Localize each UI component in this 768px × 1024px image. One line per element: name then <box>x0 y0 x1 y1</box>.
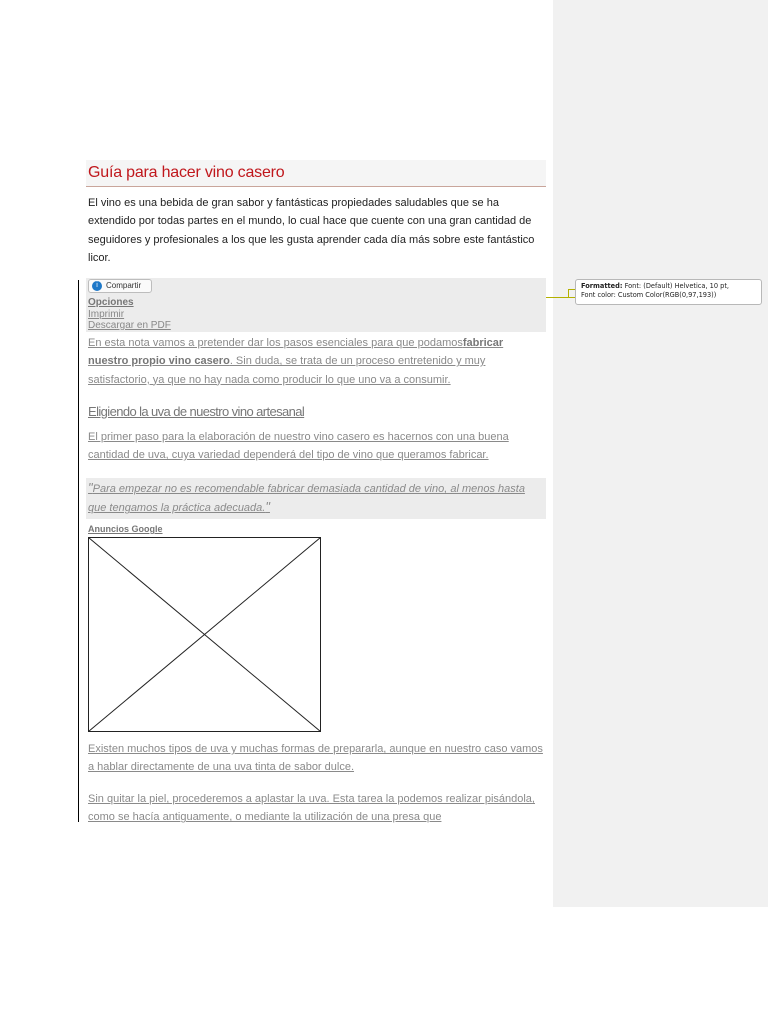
paragraph-1-bold: fabricar nuestro propio vino casero <box>88 337 504 368</box>
pull-quote-text: Para empezar no es recomendable fabricar demasiada cantidad de vino, al menos hasta que tengamos la práctica adecuada. <box>88 483 525 515</box>
options-title: Opciones <box>88 297 134 308</box>
print-link[interactable]: Imprimir <box>88 309 125 320</box>
comment-balloon[interactable] <box>575 279 762 305</box>
paragraph-2: El primer paso para la elaboración de nuestro vino casero es hacernos con una buena cantidad de uva, cuya variedad dependerá del tipo de vino que queramos fabricar. <box>88 431 509 462</box>
comment-connector-line-vertical <box>568 289 569 298</box>
paragraph-4: Sin quitar la piel, procederemos a aplastar la uva. Esta tarea la podemos realizar pisándola, como se hacía antiguamente, o mediante la utilización de una presa que <box>88 793 535 824</box>
share-label: Compartir <box>106 281 142 290</box>
pull-quote: "Para empezar no es recomendable fabricar demasiada cantidad de vino, al menos hasta que tengamos la práctica adecuada." <box>88 480 525 515</box>
subheading: Eligiendo la uva de nuestro vino artesanal <box>88 404 305 419</box>
ads-label: Anuncios Google <box>88 524 163 534</box>
download-pdf-link[interactable]: Descargar en PDF <box>88 320 171 331</box>
paragraph-1-end: . Sin duda, se trata de un proceso entretenido y muy satisfactorio, ya que no hay nada como producir lo que uno va a consumir. <box>88 355 486 386</box>
paragraph-1-start: En esta nota vamos a pretender dar los pasos esenciales para que podamos <box>88 337 463 349</box>
paragraph-3: Existen muchos tipos de uva y muchas formas de prepararla, aunque en nuestro caso vamos a hablar directamente de una uva tinta de sabor dulce. <box>88 743 543 774</box>
change-bar <box>78 280 79 822</box>
paragraph-1 <box>88 334 544 389</box>
image-placeholder <box>88 537 321 732</box>
comment-label: Formatted: <box>581 282 623 290</box>
share-button[interactable] <box>88 279 152 293</box>
article-title: Guía para hacer vino casero <box>88 164 285 181</box>
markup-pane <box>553 0 768 907</box>
comment-text-line1: Font: (Default) Helvetica, 10 pt, <box>622 282 730 290</box>
intro-paragraph: El vino es una bebida de gran sabor y fantásticas propiedades saludables que se ha extendido por todas partes en el mundo, lo cual hace que cuente con una gran cantidad de seguidores y profesionales a los que les gusta aprender cada día más sobre este fantástico licor. <box>88 197 535 264</box>
comment-text-line2: Font color: Custom Color(RGB(0,97,193)) <box>581 291 717 299</box>
share-icon: i <box>92 281 102 291</box>
